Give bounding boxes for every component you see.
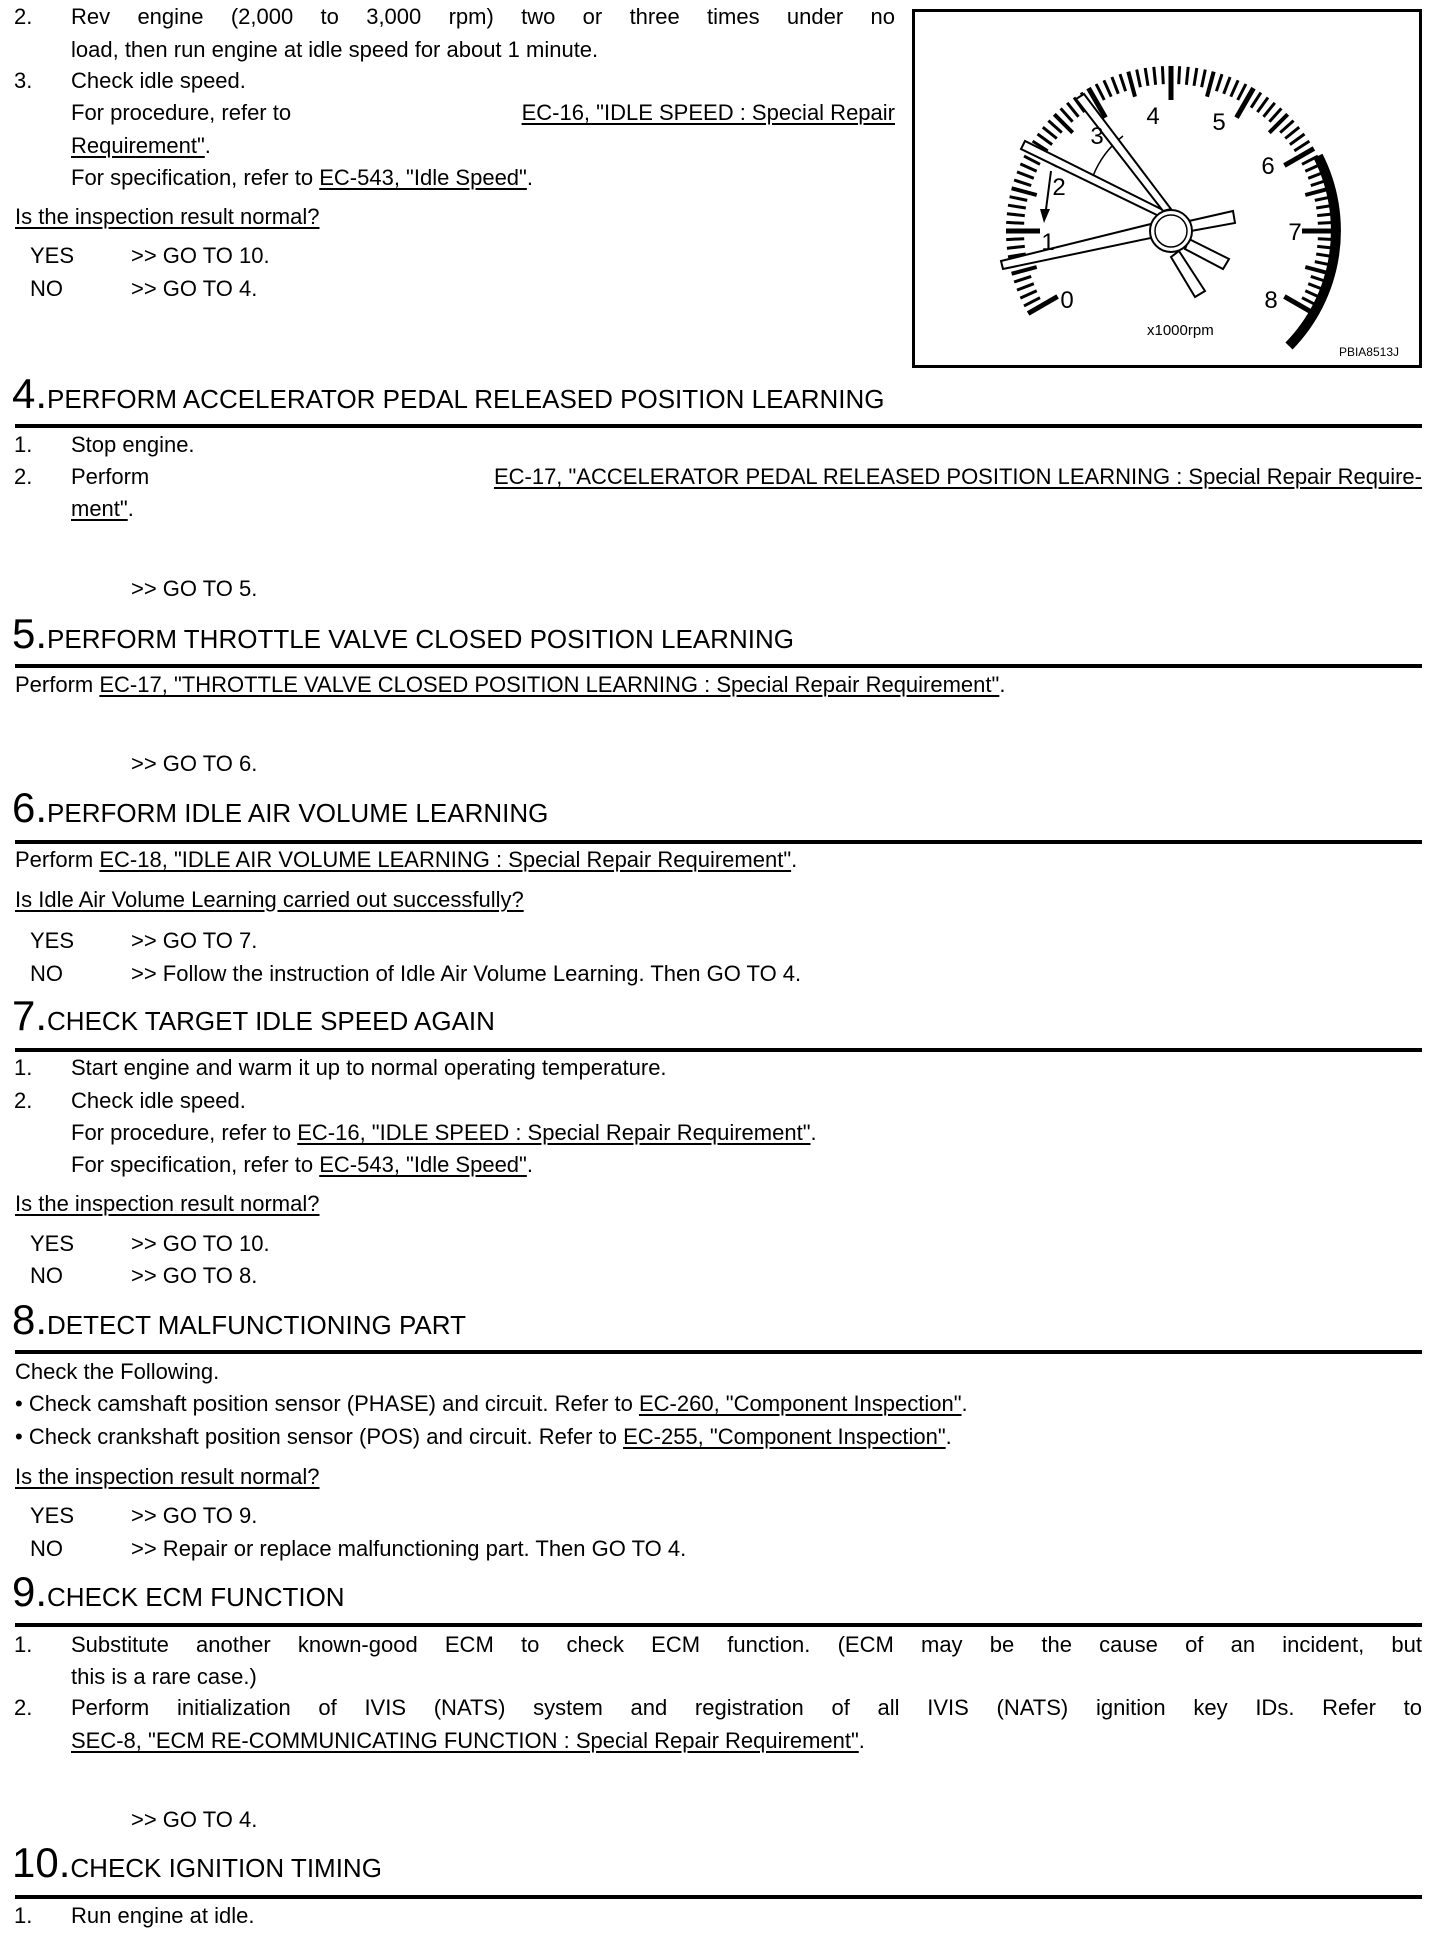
section-divider xyxy=(15,664,1422,668)
tick-mark xyxy=(1284,297,1314,314)
step-text: this is a rare case.) xyxy=(71,1664,257,1689)
ec18-idle-air-link[interactable]: EC-18, "IDLE AIR VOLUME LEARNING : Special Repair Requirement" xyxy=(99,847,792,872)
tick-mark xyxy=(1251,93,1261,108)
tick-mark xyxy=(1231,80,1238,96)
section-number: 8. xyxy=(12,1296,48,1343)
procedure-line xyxy=(71,1117,817,1149)
tick-mark xyxy=(1014,180,1031,186)
step-text-cont xyxy=(71,1725,865,1757)
section-7-heading xyxy=(12,994,495,1038)
section-5-heading xyxy=(12,612,794,656)
tick-mark xyxy=(1290,134,1305,145)
tick-mark xyxy=(1017,284,1034,290)
tachometer-gauge-icon xyxy=(915,12,1419,365)
ec543-link[interactable]: EC-543, "Idle Speed" xyxy=(319,165,527,190)
tick-mark xyxy=(1284,149,1314,166)
yes-label: YES xyxy=(30,243,75,268)
goto-link[interactable]: >> GO TO 4. xyxy=(131,1807,258,1832)
bullet-text: Check camshaft position sensor (PHASE) and circuit. Refer to xyxy=(28,1391,639,1416)
punct: . xyxy=(526,1152,533,1177)
tick-mark xyxy=(1238,84,1246,100)
section-divider xyxy=(15,1623,1422,1627)
tick-mark xyxy=(1162,66,1163,84)
bullet-icon: • xyxy=(15,1424,23,1449)
goto-link[interactable]: >> GO TO 10. xyxy=(131,243,270,268)
section-number: 5. xyxy=(12,610,48,657)
no-label: NO xyxy=(30,1263,63,1288)
tick-mark xyxy=(1008,205,1026,208)
tick-mark xyxy=(1020,164,1036,171)
tick-mark xyxy=(1007,214,1025,216)
tick-mark xyxy=(1202,70,1206,88)
section-number: 9. xyxy=(12,1568,48,1615)
tick-mark xyxy=(1012,188,1037,195)
tick-mark xyxy=(1194,68,1197,86)
tick-mark xyxy=(1014,276,1031,282)
tick-mark xyxy=(1020,291,1036,298)
tick-mark xyxy=(1010,197,1028,201)
tick-mark xyxy=(1257,98,1268,113)
inspection-question: Is Idle Air Volume Learning carried out successfully? xyxy=(15,887,524,912)
tick-mark xyxy=(1224,77,1230,94)
no-label: NO xyxy=(30,1536,63,1561)
tick-mark xyxy=(1207,72,1214,97)
step-text xyxy=(71,461,1422,493)
section-title: CHECK ECM FUNCTION xyxy=(47,1582,345,1612)
check-intro: Check the Following. xyxy=(15,1359,220,1384)
goto-link[interactable]: >> GO TO 7. xyxy=(131,928,258,953)
section-8-heading xyxy=(12,1298,466,1342)
step-text xyxy=(15,844,797,876)
step-number: 2. xyxy=(14,464,33,489)
section-title: PERFORM THROTTLE VALVE CLOSED POSITION LEARNING xyxy=(47,624,794,654)
ec260-link[interactable]: EC-260, "Component Inspection" xyxy=(638,1391,962,1416)
dial-label-4: 4 xyxy=(1146,103,1160,130)
step-number: 1. xyxy=(14,432,33,457)
procedure-prefix: For procedure, refer to xyxy=(71,100,292,125)
step-text: Run engine at idle. xyxy=(71,1903,255,1928)
tick-mark xyxy=(1043,127,1057,138)
figure-id: PBIA8513J xyxy=(1338,345,1399,359)
goto-link[interactable]: >> GO TO 9. xyxy=(131,1503,258,1528)
tick-mark xyxy=(1006,222,1024,223)
dial-label-2: 2 xyxy=(1052,174,1066,201)
ec17-accelerator-link[interactable]: EC-17, "ACCELERATOR PEDAL RELEASED POSITION LEARNING : Special Repair Require- xyxy=(493,464,1422,489)
step-text xyxy=(15,669,1005,701)
tick-mark xyxy=(1012,267,1037,274)
step-prefix: Perform xyxy=(15,672,100,697)
tick-mark xyxy=(1096,84,1104,100)
section-number: 4. xyxy=(12,370,48,417)
section-title: PERFORM IDLE AIR VOLUME LEARNING xyxy=(47,798,549,828)
tick-mark xyxy=(1120,74,1126,91)
step-prefix: Perform xyxy=(15,847,100,872)
step-text: Start engine and warm it up to normal operating temperature. xyxy=(71,1055,667,1080)
dial-label-8: 8 xyxy=(1264,287,1278,314)
step-text: Check idle speed. xyxy=(71,1088,246,1113)
goto-link[interactable]: >> Repair or replace malfunctioning part. Then GO TO 4. xyxy=(131,1536,687,1561)
ec16-link[interactable]: EC-16, "IDLE SPEED : Special Repair Requirement" xyxy=(297,1120,811,1145)
tick-mark xyxy=(1186,67,1188,85)
inspection-question: Is the inspection result normal? xyxy=(15,1191,320,1216)
step-number: 1. xyxy=(14,1055,33,1080)
goto-link[interactable]: >> Follow the instruction of Idle Air Volume Learning. Then GO TO 4. xyxy=(131,961,802,986)
section-10-heading xyxy=(12,1841,382,1885)
tick-mark xyxy=(1067,103,1078,117)
section-divider xyxy=(15,424,1422,428)
section-title: DETECT MALFUNCTIONING PART xyxy=(47,1310,466,1340)
tick-mark xyxy=(1154,67,1156,85)
section-4-heading xyxy=(12,372,885,416)
step-text: Stop engine. xyxy=(71,432,195,457)
step-text-cont xyxy=(71,493,134,525)
section-title: PERFORM ACCELERATOR PEDAL RELEASED POSITION LEARNING xyxy=(47,384,885,414)
tick-mark xyxy=(1104,80,1111,96)
dial-label-1: 1 xyxy=(1041,229,1055,256)
punct: . xyxy=(791,847,798,872)
tick-mark xyxy=(1179,66,1180,84)
section-divider xyxy=(15,1350,1422,1354)
step-number: 2. xyxy=(14,4,33,29)
punct: . xyxy=(204,133,211,158)
inspection-question: Is the inspection result normal? xyxy=(15,204,320,229)
procedure-line-cont xyxy=(71,130,211,162)
bullet-item xyxy=(15,1388,968,1420)
step-number: 2. xyxy=(14,1088,33,1113)
tick-mark xyxy=(1294,141,1309,151)
yes-label: YES xyxy=(30,1503,75,1528)
ec255-link[interactable]: EC-255, "Component Inspection" xyxy=(623,1424,946,1449)
tick-mark xyxy=(1007,246,1025,248)
section-6-heading xyxy=(12,786,548,830)
dial-label-6: 6 xyxy=(1261,153,1275,180)
step-text: load, then run engine at idle speed for about 1 minute. xyxy=(71,37,599,62)
punct: . xyxy=(526,165,533,190)
punct: . xyxy=(999,672,1006,697)
ec543-link[interactable]: EC-543, "Idle Speed" xyxy=(319,1152,527,1177)
punct: . xyxy=(961,1391,968,1416)
tick-mark xyxy=(1285,127,1299,138)
dial-label-5: 5 xyxy=(1212,109,1226,136)
goto-link[interactable]: >> GO TO 4. xyxy=(131,276,258,301)
tick-mark xyxy=(1024,298,1040,306)
no-label: NO xyxy=(30,961,63,986)
inspection-question: Is the inspection result normal? xyxy=(15,1464,320,1489)
tick-mark xyxy=(1112,77,1118,94)
goto-link[interactable]: >> GO TO 10. xyxy=(131,1231,270,1256)
tick-mark xyxy=(1028,297,1058,314)
yes-label: YES xyxy=(30,1231,75,1256)
ec17-accelerator-link-cont[interactable]: ment" xyxy=(71,496,128,521)
goto-link[interactable]: >> GO TO 5. xyxy=(131,576,258,601)
section-number: 6. xyxy=(12,784,48,831)
no-label: NO xyxy=(30,276,63,301)
tick-mark xyxy=(1038,134,1053,145)
bullet-icon: • xyxy=(15,1391,23,1416)
sec8-link[interactable]: SEC-8, "ECM RE-COMMUNICATING FUNCTION : Special Repair Requirement" xyxy=(71,1728,859,1753)
tick-mark xyxy=(1237,88,1254,117)
ec16-link[interactable]: EC-16, "IDLE SPEED : Special Repair xyxy=(521,100,895,125)
step-number: 2. xyxy=(14,1695,33,1720)
step-text: Perform initialization of IVIS (NATS) system and registration of all IVIS (NATS) ignition key IDs. Refer to xyxy=(71,1695,1422,1720)
tachometer-figure xyxy=(912,9,1422,368)
ec16-link-cont[interactable]: Requirement" xyxy=(71,133,205,158)
step-text: Check idle speed. xyxy=(71,68,246,93)
section-title: CHECK IGNITION TIMING xyxy=(70,1853,382,1883)
yes-label: YES xyxy=(30,928,75,953)
dial-label-0: 0 xyxy=(1060,287,1074,314)
tick-mark xyxy=(1216,74,1222,91)
step-text: Substitute another known-good ECM to check ECM function. (ECM may be the cause of an incident, but xyxy=(71,1632,1422,1657)
rpm-unit-label: x1000rpm xyxy=(1147,322,1214,339)
procedure-line xyxy=(71,97,895,129)
section-9-heading xyxy=(12,1570,345,1614)
dial-label-7: 7 xyxy=(1288,219,1302,246)
tick-mark xyxy=(1145,68,1148,86)
specification-line xyxy=(71,1149,533,1181)
section-number: 10. xyxy=(12,1839,71,1886)
punct: . xyxy=(858,1728,865,1753)
procedure-prefix: For procedure, refer to xyxy=(71,1120,298,1145)
tick-mark xyxy=(1006,239,1024,240)
punct: . xyxy=(945,1424,952,1449)
tick-mark xyxy=(1137,70,1141,88)
goto-link[interactable]: >> GO TO 6. xyxy=(131,751,258,776)
tick-mark xyxy=(1128,72,1135,97)
step-number: 1. xyxy=(14,1903,33,1928)
section-title: CHECK TARGET IDLE SPEED AGAIN xyxy=(47,1006,495,1036)
spec-prefix: For specification, refer to xyxy=(71,1152,320,1177)
step-prefix: Perform xyxy=(71,464,150,489)
section-number: 7. xyxy=(12,992,48,1039)
section-divider xyxy=(15,1895,1422,1899)
bullet-item xyxy=(15,1421,952,1453)
punct: . xyxy=(810,1120,817,1145)
bullet-text: Check crankshaft position sensor (POS) and circuit. Refer to xyxy=(28,1424,624,1449)
tick-mark xyxy=(1264,103,1275,117)
spec-prefix: For specification, refer to xyxy=(71,165,320,190)
goto-link[interactable]: >> GO TO 8. xyxy=(131,1263,258,1288)
step-text: Rev engine (2,000 to 3,000 rpm) two or three times under no xyxy=(71,4,895,29)
dial-label-3: 3 xyxy=(1090,123,1104,150)
punct: . xyxy=(127,496,134,521)
step-number: 3. xyxy=(14,68,33,93)
specification-line xyxy=(71,162,533,194)
tick-mark xyxy=(1017,172,1034,178)
step-number: 1. xyxy=(14,1632,33,1657)
ec17-throttle-link[interactable]: EC-17, "THROTTLE VALVE CLOSED POSITION LEARNING : Special Repair Requirement" xyxy=(99,672,1000,697)
